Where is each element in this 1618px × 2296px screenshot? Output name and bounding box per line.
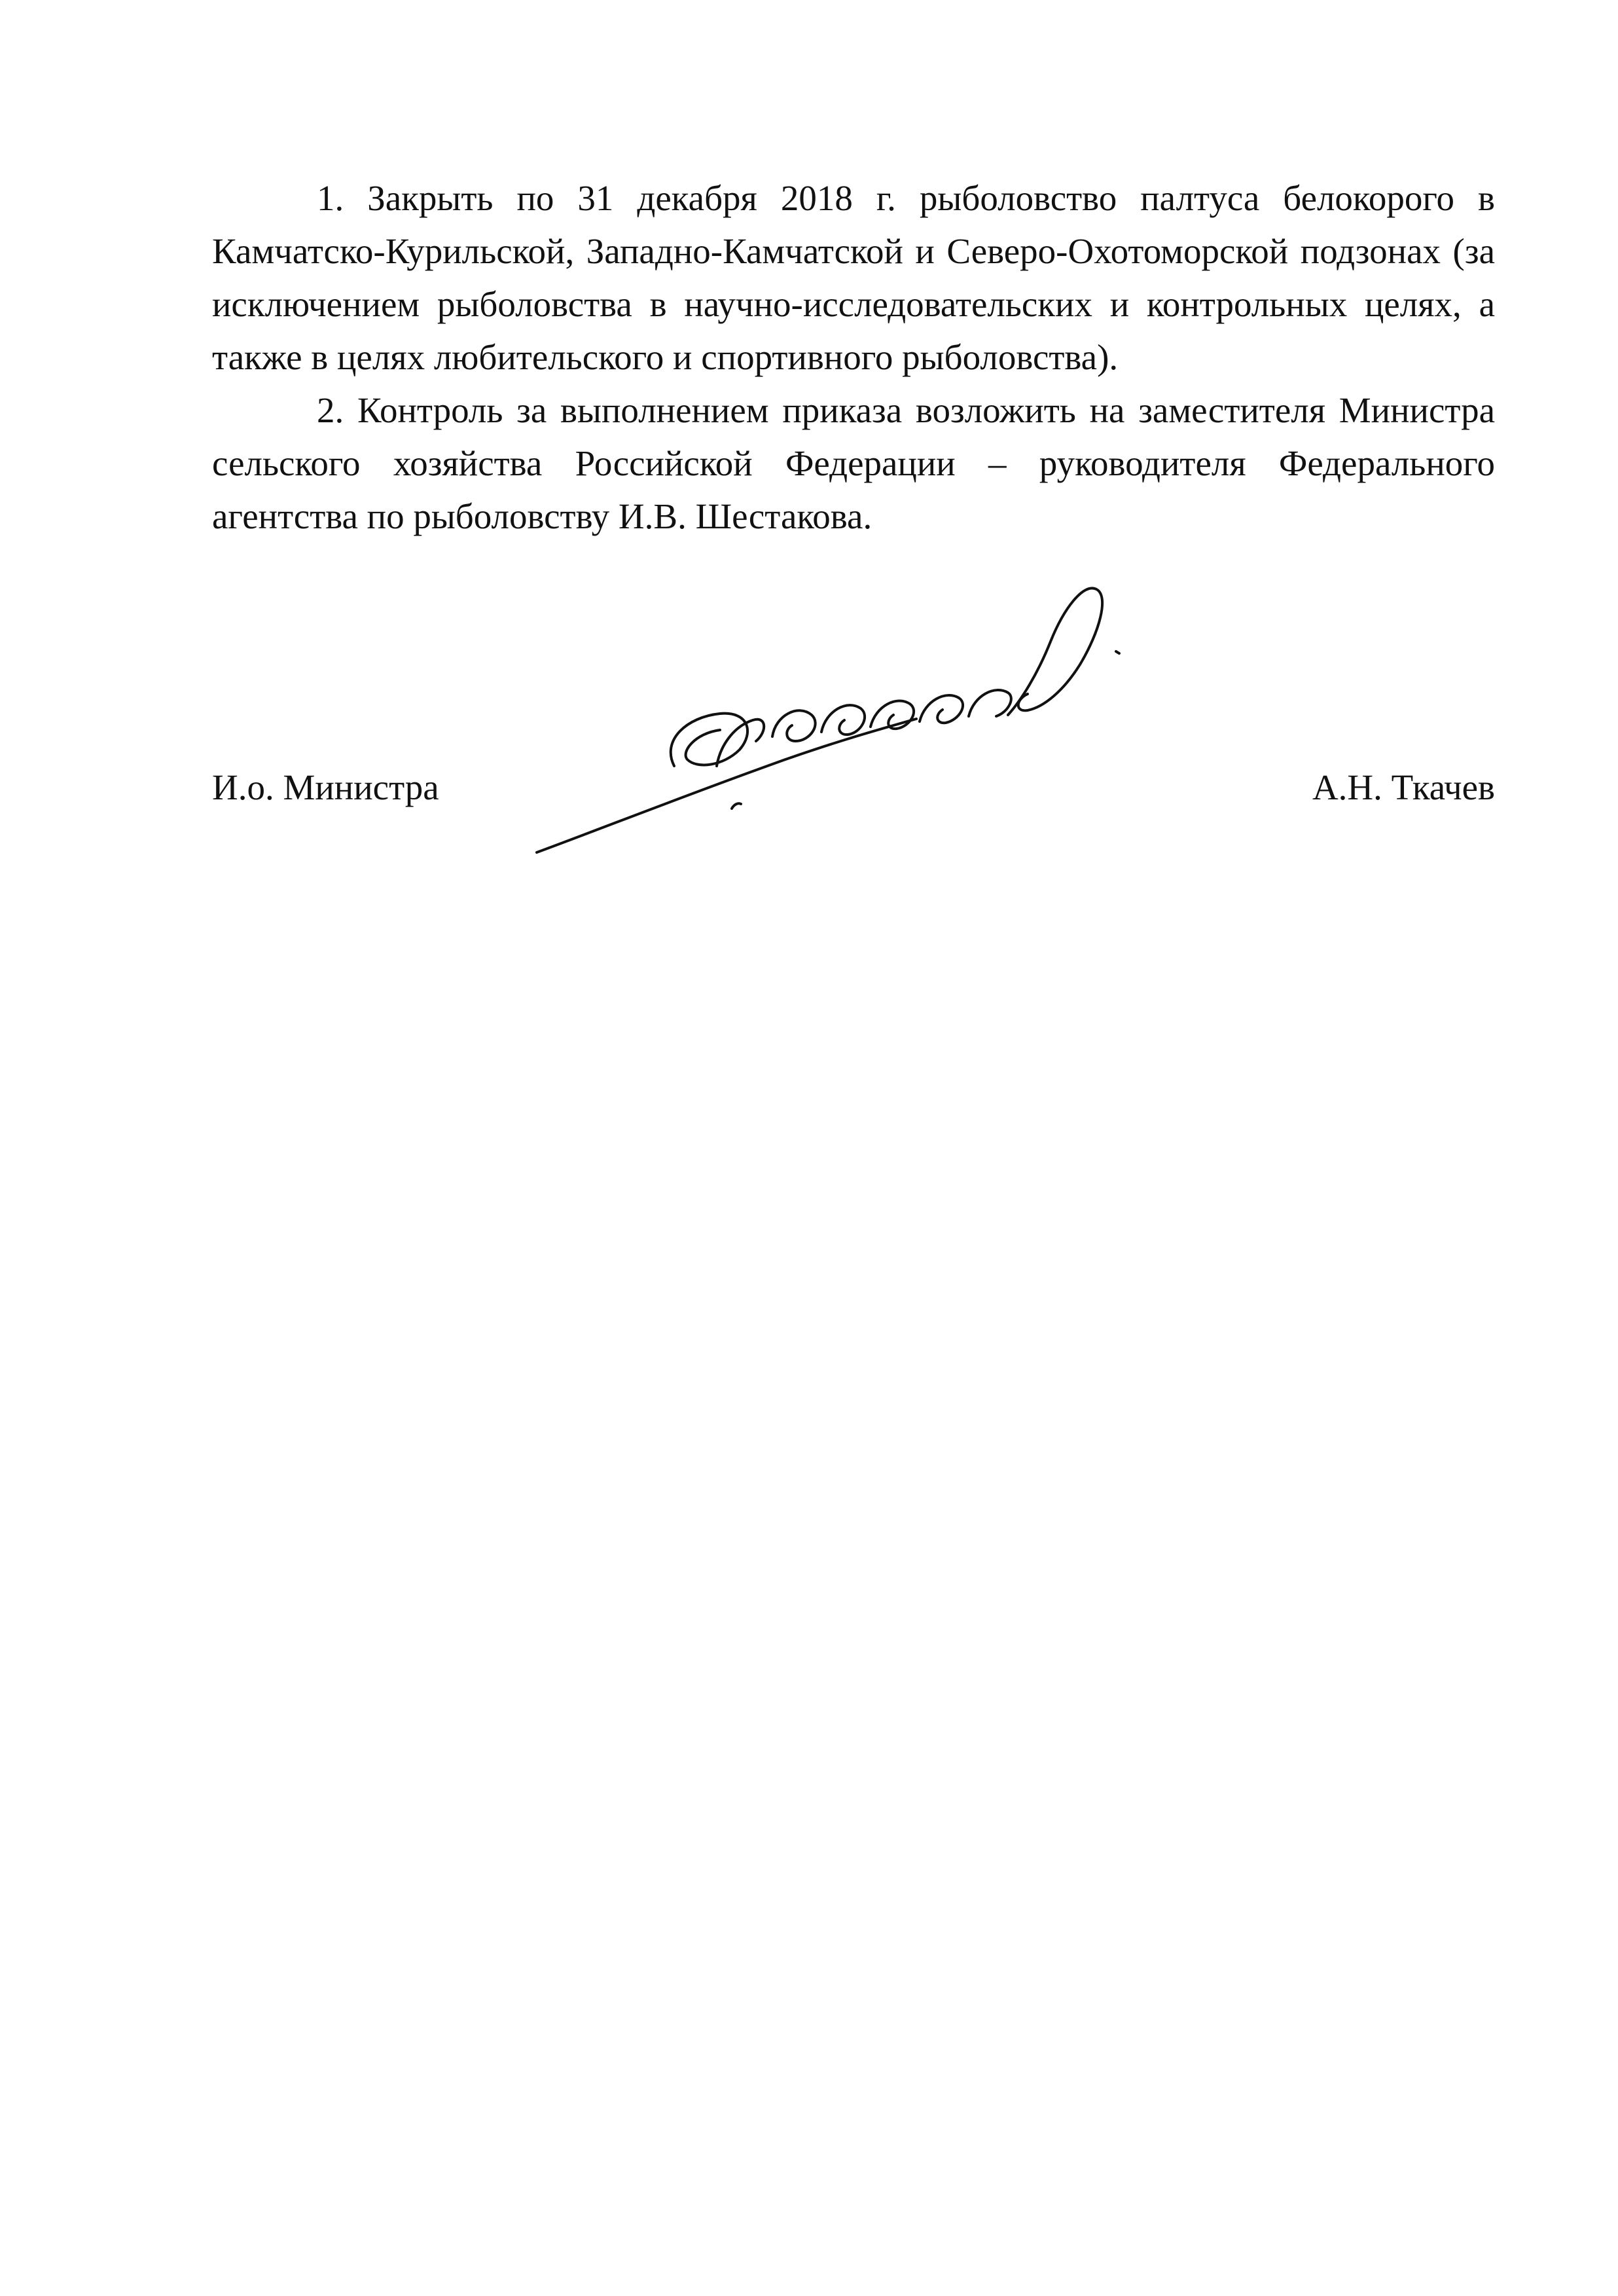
signer-name: А.Н. Ткачев: [1312, 767, 1495, 807]
paragraph-2: 2. Контроль за выполнением приказа возложить на заместителя Министра сельского хозяйства Российской Федерации – руководителя Федерального агентства по рыболовству И.В. Шестакова.: [212, 390, 1495, 536]
signatory-position: И.о. Министра: [212, 767, 439, 807]
paragraph-1: 1. Закрыть по 31 декабря 2018 г. рыболовство палтуса белокорого в Камчатско-Курильской, Западно-Камчатской и Северо-Охотоморской подзонах (за исключением рыболовства в научно-исследовательских и контрольных целях, а также в целях любительского и спортивного рыболовства).: [212, 178, 1495, 377]
handwritten-signature-icon: [524, 570, 1276, 864]
order-text: [212, 172, 1495, 543]
